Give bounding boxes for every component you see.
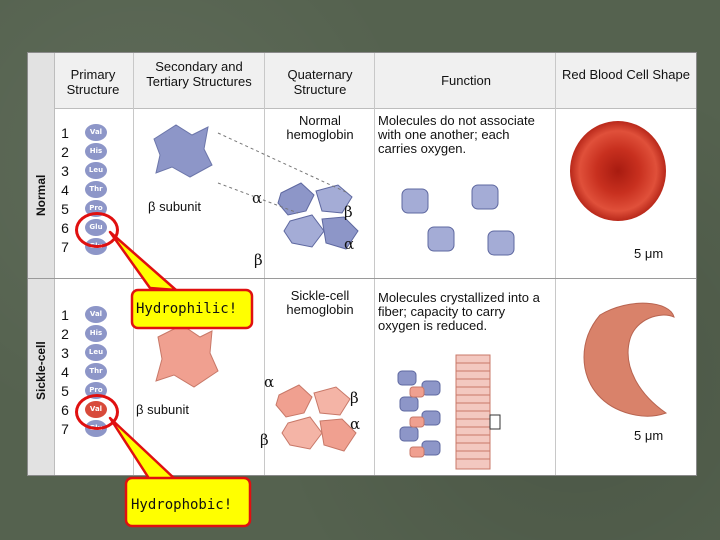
- amino-acid-bead: Val: [85, 124, 107, 141]
- residue-number: 6: [61, 402, 69, 418]
- residue-number: 7: [61, 239, 69, 255]
- residue-number: 3: [61, 345, 69, 361]
- amino-acid-bead: Glu: [85, 420, 107, 437]
- amino-acid-bead-mutated: Val: [85, 401, 107, 418]
- scale-label: 5 μm: [634, 246, 664, 261]
- residue-number: 7: [61, 421, 69, 437]
- normal-hemoglobin-label: Normal hemoglobin: [286, 113, 354, 142]
- residue-number: 1: [61, 307, 69, 323]
- residue-number: 4: [61, 364, 69, 380]
- residue-number: 1: [61, 125, 69, 141]
- sickle-function-text: Molecules crystallized into a fiber; capacity to carry oxygen is reduced.: [378, 290, 540, 333]
- alpha-label: α: [252, 189, 263, 207]
- residue-number: 2: [61, 326, 69, 342]
- residue-number: 5: [61, 201, 69, 217]
- beta-label: β: [254, 251, 263, 269]
- beta-label: β: [350, 389, 359, 407]
- amino-acid-bead: Thr: [85, 181, 107, 198]
- amino-acid-bead: Thr: [85, 363, 107, 380]
- amino-acid-bead: Glu: [85, 238, 107, 255]
- callout-hydrophilic: Hydrophilic!: [136, 301, 238, 317]
- header-rbc: Red Blood Cell Shape: [562, 67, 690, 82]
- row-label-normal: Normal: [34, 174, 48, 216]
- callout-hydrophobic: Hydrophobic!: [131, 497, 233, 513]
- header-secondary: Secondary and Tertiary Structures: [146, 59, 252, 89]
- alpha-label: α: [350, 415, 361, 433]
- amino-acid-bead: Glu: [85, 219, 107, 236]
- row-label-sickle: Sickle-cell: [34, 341, 48, 400]
- amino-acid-bead: Pro: [85, 382, 107, 399]
- residue-number: 4: [61, 182, 69, 198]
- residue-number: 5: [61, 383, 69, 399]
- amino-acid-bead: Leu: [85, 344, 107, 361]
- amino-acid-bead: Leu: [85, 162, 107, 179]
- alpha-label: α: [344, 235, 355, 253]
- beta-label: β: [344, 203, 353, 221]
- residue-number: 6: [61, 220, 69, 236]
- amino-acid-bead: His: [85, 325, 107, 342]
- alpha-label: α: [264, 373, 275, 391]
- amino-acid-bead: Pro: [85, 200, 107, 217]
- amino-acid-bead: Val: [85, 306, 107, 323]
- beta-label: β: [260, 431, 269, 449]
- beta-subunit-label: β subunit: [136, 402, 190, 417]
- amino-acid-bead: His: [85, 143, 107, 160]
- sickle-hemoglobin-label: Sickle-cell hemoglobin: [286, 288, 354, 317]
- residue-number: 3: [61, 163, 69, 179]
- header-primary: Primary Structure: [66, 67, 120, 97]
- beta-subunit-label: β subunit: [148, 199, 202, 214]
- header-function: Function: [441, 73, 491, 88]
- scale-label: 5 μm: [634, 428, 664, 443]
- residue-number: 2: [61, 144, 69, 160]
- header-quaternary: Quaternary Structure: [287, 67, 353, 97]
- normal-function-text: Molecules do not associate with one another; each carries oxygen.: [378, 113, 535, 156]
